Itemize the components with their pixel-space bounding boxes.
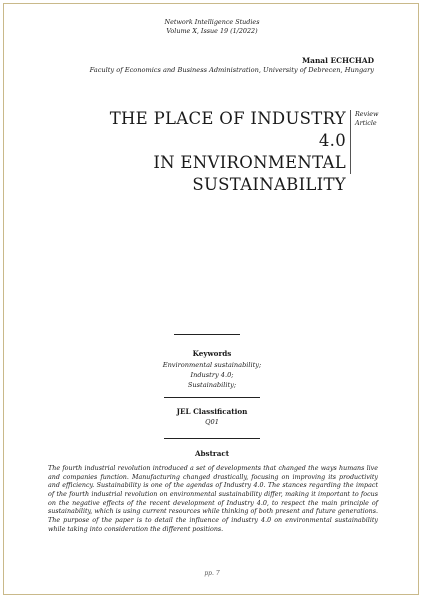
keywords-list bbox=[0, 360, 424, 390]
journal-name: Network Intelligence Studies bbox=[164, 18, 260, 26]
journal-header bbox=[0, 18, 424, 35]
page-number: pp. 7 bbox=[204, 570, 220, 577]
article-type bbox=[350, 110, 379, 174]
divider-keywords bbox=[174, 334, 240, 335]
title-line-1: THE PLACE OF INDUSTRY 4.0 bbox=[109, 109, 346, 150]
article-type-line-1: Review bbox=[355, 110, 379, 118]
title-line-2: IN ENVIRONMENTAL bbox=[153, 153, 346, 172]
article-type-line-2: Article bbox=[355, 119, 377, 127]
keywords-heading: Keywords bbox=[192, 349, 232, 358]
jel-code: Q01 bbox=[205, 418, 219, 426]
keyword-item: Industry 4.0; bbox=[190, 371, 234, 379]
keyword-item: Sustainability; bbox=[187, 381, 237, 389]
divider-jel bbox=[164, 397, 260, 398]
journal-issue: Volume X, Issue 19 (1/2022) bbox=[166, 26, 258, 35]
author-name: Manal ECHCHAD bbox=[301, 56, 374, 65]
author-block bbox=[44, 56, 374, 75]
divider-abstract bbox=[164, 438, 260, 439]
abstract-text: The fourth industrial revolution introduced a set of developments that changed the ways humans live and companies function. Manufacturing changed drastically, focusing on improving its productivity and efficiency. Sustainability is one of the agendas of Industry 4.0. The stances regarding the impact of the fourth industrial revolution on environmental sustainability differ, making it important to focus on the negative effects of the recent development of Industry 4.0, to respect the main principle of sustainability, which is using current resources while thinking of both present and future generations. The purpose of the paper is to detail the influence of industry 4.0 on environmental sustainability while taking into consideration the different positions. bbox=[48, 465, 378, 533]
abstract-heading: Abstract bbox=[194, 449, 230, 458]
paper-title bbox=[80, 108, 346, 196]
keyword-item: Environmental sustainability; bbox=[162, 361, 262, 369]
jel-heading: JEL Classification bbox=[176, 407, 248, 416]
title-line-3: SUSTAINABILITY bbox=[192, 175, 346, 194]
author-affiliation: Faculty of Economics and Business Administration, University of Debrecen, Hungary bbox=[89, 66, 374, 74]
